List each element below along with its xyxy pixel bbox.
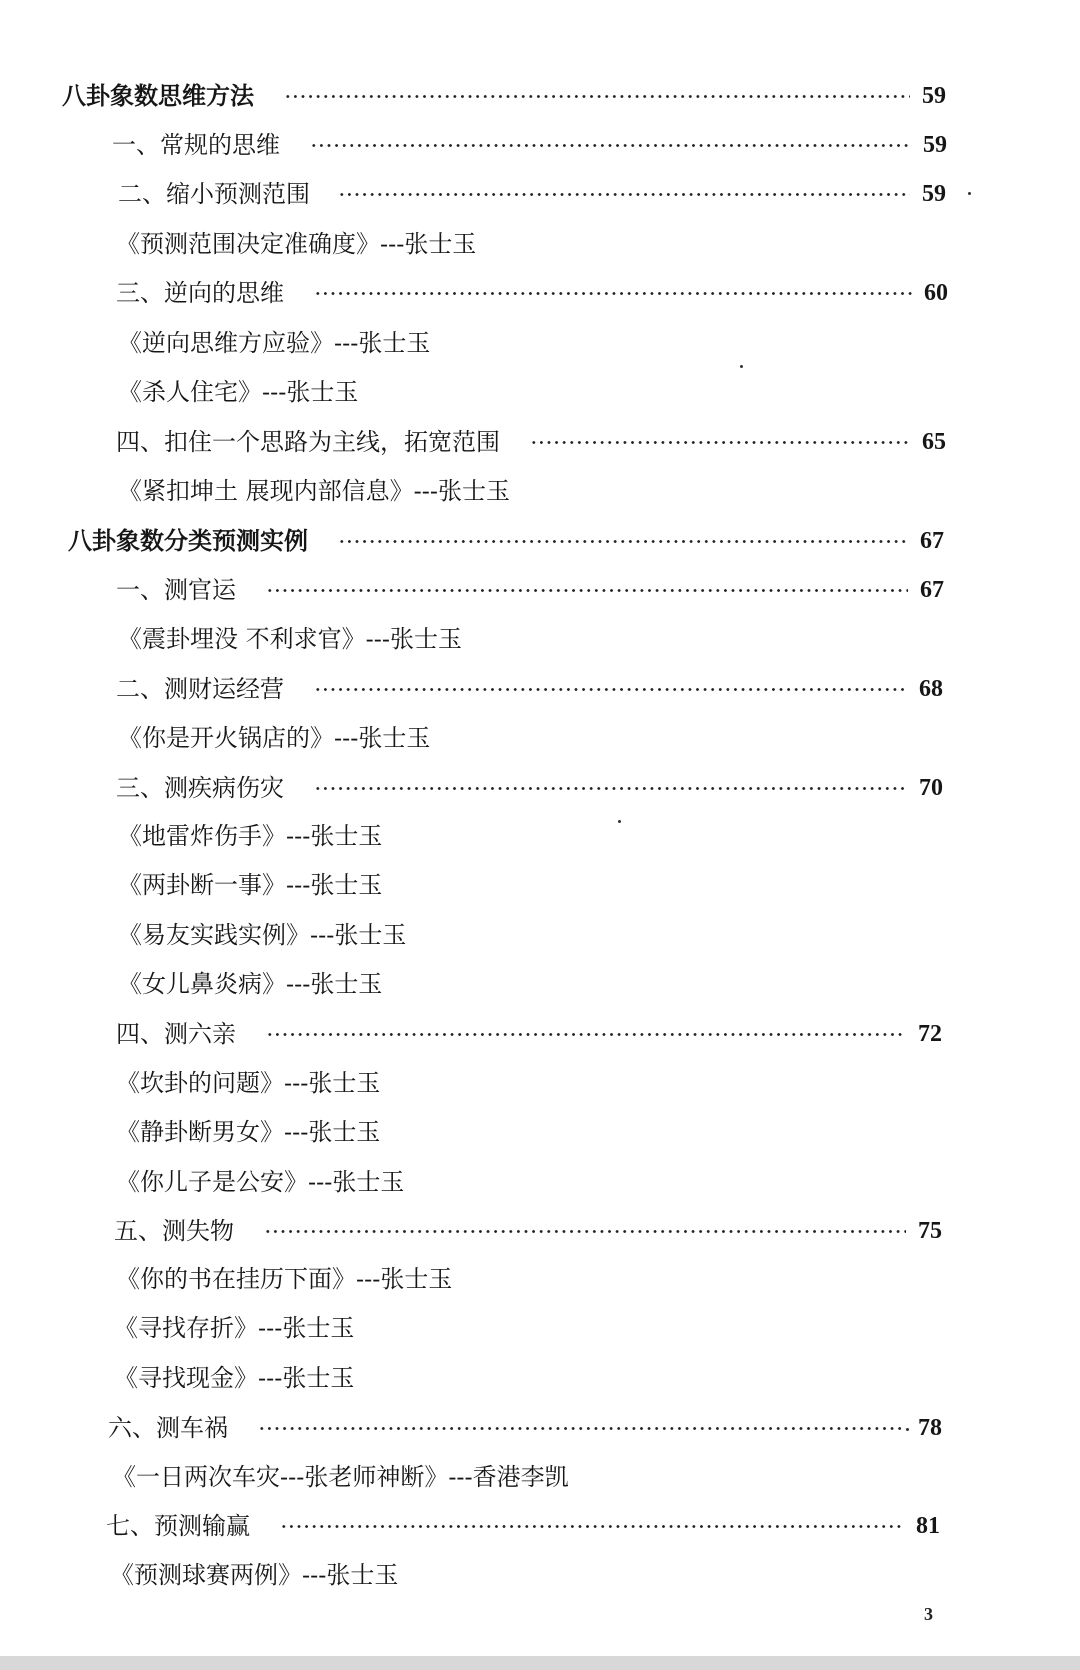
toc-entry xyxy=(0,224,1080,264)
toc-entry-label: 三、测疾病伤灾 xyxy=(116,774,284,802)
scan-speck xyxy=(618,820,621,823)
toc-entry xyxy=(0,1358,1080,1398)
toc-entry xyxy=(0,1408,1080,1448)
toc-entry-label: 《预测球赛两例》---张士玉 xyxy=(110,1561,399,1589)
leader-dots xyxy=(530,441,910,444)
toc-entry-label: 《寻找现金》---张士玉 xyxy=(114,1364,355,1392)
toc-entry-label: 四、测六亲 xyxy=(116,1020,236,1048)
toc-entry-page: 81 xyxy=(916,1513,940,1539)
toc-entry-label: 一、常规的思维 xyxy=(112,131,280,159)
leader-dots xyxy=(338,540,908,543)
toc-entry-label: 《女儿鼻炎病》---张士玉 xyxy=(118,970,383,998)
toc-entry xyxy=(0,964,1080,1004)
toc-entry-label: 《坎卦的问题》---张士玉 xyxy=(116,1069,381,1097)
leader-dots xyxy=(264,1230,906,1233)
toc-entry xyxy=(0,816,1080,856)
toc-entry-label: 《两卦断一事》---张士玉 xyxy=(118,871,383,899)
toc-entry-page: 72 xyxy=(918,1021,942,1047)
toc-entry-label: 五、测失物 xyxy=(114,1217,234,1245)
leader-dots xyxy=(314,292,912,295)
toc-entry-label: 《你是开火锅店的》---张士玉 xyxy=(118,724,431,752)
toc-entry xyxy=(0,669,1080,709)
toc-entry-label: 《一日两次车灾---张老师神断》---香港李凯 xyxy=(112,1463,569,1491)
toc-entry-page: 67 xyxy=(920,528,944,554)
toc-entry-page: 67 xyxy=(920,577,944,603)
toc-entry-page: 60 xyxy=(924,280,948,306)
toc-entry-label: 一、测官运 xyxy=(116,576,236,604)
toc-entry xyxy=(0,1162,1080,1202)
scan-speck xyxy=(740,365,743,368)
toc-entry xyxy=(0,1506,1080,1546)
toc-entry xyxy=(0,372,1080,412)
toc-entry xyxy=(0,521,1080,561)
toc-entry xyxy=(0,1063,1080,1103)
toc-entry-label: 《逆向思维方应验》---张士玉 xyxy=(118,329,431,357)
toc-entry xyxy=(0,422,1080,462)
toc-entry-page: 65 xyxy=(922,429,946,455)
toc-entry xyxy=(0,768,1080,808)
leader-dots xyxy=(258,1427,906,1430)
toc-entry-page: 59 xyxy=(922,83,946,109)
toc-entry-label: 二、缩小预测范围 xyxy=(118,180,310,208)
toc-entry-page: 68 xyxy=(919,676,943,702)
toc-entry-label: 《你的书在挂历下面》---张士玉 xyxy=(116,1265,453,1293)
toc-entry-label: 七、预测输赢 xyxy=(106,1512,250,1540)
scan-bottom-edge xyxy=(0,1656,1080,1670)
leader-dots xyxy=(280,1525,904,1528)
toc-entry xyxy=(0,125,1080,165)
toc-entry xyxy=(0,471,1080,511)
toc-entry-page: 59 xyxy=(922,181,946,207)
toc-entry xyxy=(0,273,1080,313)
leader-dots xyxy=(314,787,907,790)
toc-entry xyxy=(0,1259,1080,1299)
toc-entry-label: 《易友实践实例》---张士玉 xyxy=(118,921,407,949)
leader-dots xyxy=(266,1033,906,1036)
toc-entry-page: 70 xyxy=(919,775,943,801)
toc-entry-label: 《寻找存折》---张士玉 xyxy=(114,1314,355,1342)
scan-speck xyxy=(968,192,971,195)
toc-entry-label: 二、测财运经营 xyxy=(116,675,284,703)
toc-entry-page: 78 xyxy=(918,1415,942,1441)
toc-entry xyxy=(0,1555,1080,1595)
toc-entry xyxy=(0,1014,1080,1054)
toc-entry xyxy=(0,1211,1080,1251)
toc-entry xyxy=(0,174,1080,214)
toc-entry-label: 《杀人住宅》---张士玉 xyxy=(118,378,359,406)
toc-entry xyxy=(0,570,1080,610)
leader-dots xyxy=(314,688,907,691)
leader-dots xyxy=(310,144,911,147)
toc-entry xyxy=(0,619,1080,659)
toc-entry-label: 四、扣住一个思路为主线，拓宽范围 xyxy=(116,428,500,456)
toc-entry-label: 八卦象数分类预测实例 xyxy=(68,526,308,555)
toc-entry xyxy=(0,76,1080,116)
toc-entry xyxy=(0,718,1080,758)
toc-entry-label: 《紧扣坤土 展现内部信息》---张士玉 xyxy=(118,477,510,505)
toc-entry-label: 《震卦埋没 不利求官》---张士玉 xyxy=(118,625,462,653)
toc-entry xyxy=(0,1308,1080,1348)
toc-entry xyxy=(0,323,1080,363)
scan-speck xyxy=(906,1428,909,1431)
toc-entry-label: 三、逆向的思维 xyxy=(116,279,284,307)
leader-dots xyxy=(284,95,910,98)
toc-entry-label: 《预测范围决定准确度》---张士玉 xyxy=(116,230,477,258)
leader-dots xyxy=(266,589,908,592)
toc-entry-label: 《地雷炸伤手》---张士玉 xyxy=(118,822,383,850)
toc-entry xyxy=(0,865,1080,905)
toc-entry-label: 八卦象数思维方法 xyxy=(62,81,254,110)
toc-entry xyxy=(0,1112,1080,1152)
toc-entry-label: 六、测车祸 xyxy=(108,1414,228,1442)
toc-entry-page: 59 xyxy=(923,132,947,158)
toc-entry-label: 《你儿子是公安》---张士玉 xyxy=(116,1168,405,1196)
toc-entry xyxy=(0,1457,1080,1497)
toc-entry-page: 75 xyxy=(918,1218,942,1244)
toc-entry xyxy=(0,915,1080,955)
page-number: 3 xyxy=(924,1604,933,1624)
leader-dots xyxy=(338,193,910,196)
toc-entry-label: 《静卦断男女》---张士玉 xyxy=(116,1118,381,1146)
